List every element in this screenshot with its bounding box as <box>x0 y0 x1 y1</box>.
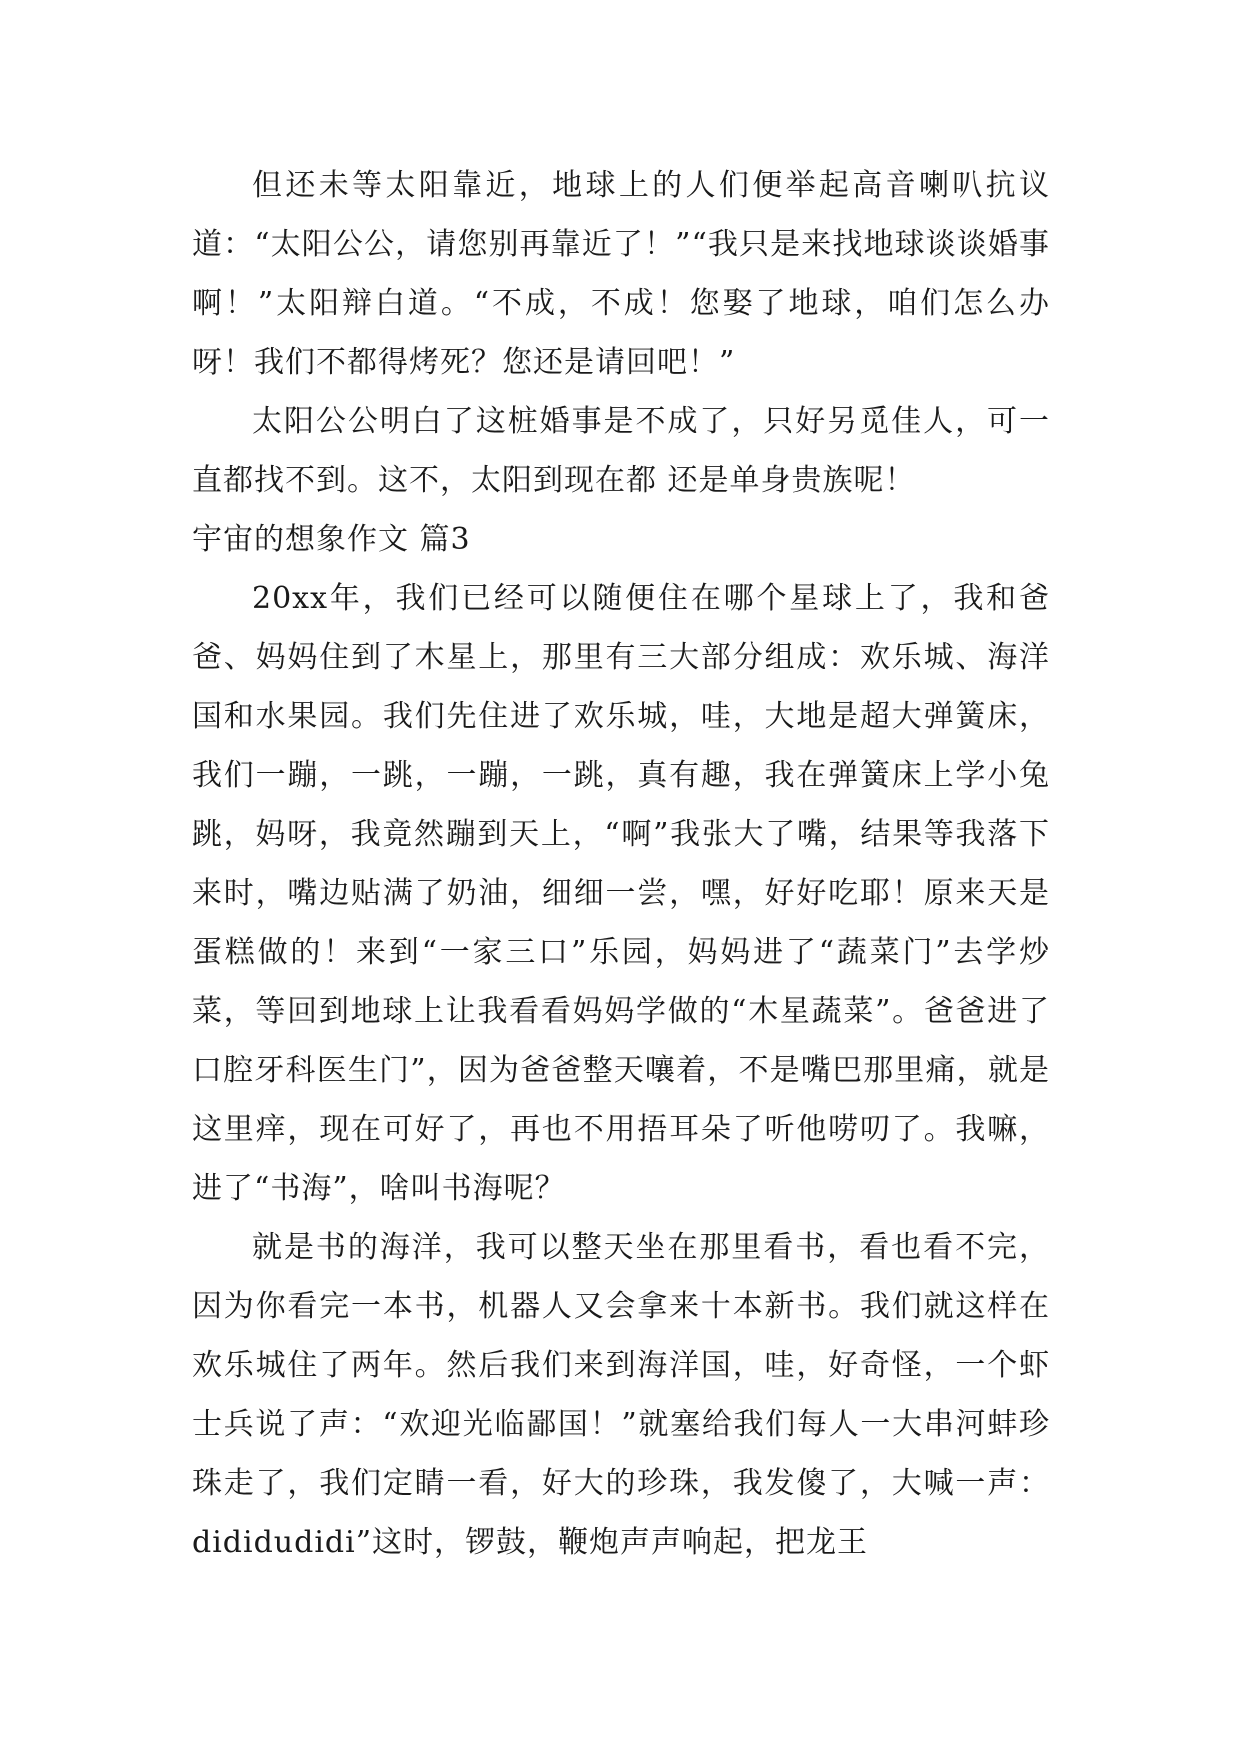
paragraph: 就是书的海洋，我可以整天坐在那里看书，看也看不完，因为你看完一本书，机器人又会拿来十本新书。我们就这样在欢乐城住了两年。然后我们来到海洋国，哇，好奇怪，一个虾士兵说了声：“欢迎光临鄙国！”就塞给我们每人一大串河蚌珍珠走了，我们定睛一看，好大的珍珠，我发傻了，大喊一声：dididudidi”这时，锣鼓，鞭炮声声响起，把龙王 <box>192 1230 1050 1560</box>
section-heading: 宇宙的想象作文 篇3 <box>192 522 471 557</box>
paragraph: 太阳公公明白了这桩婚事是不成了，只好另觅佳人，可一直都找不到。这不，太阳到现在都 还是单身贵族呢！ <box>192 404 1050 498</box>
document-body <box>192 156 1050 1572</box>
paragraph: 20xx年，我们已经可以随便住在哪个星球上了，我和爸爸、妈妈住到了木星上，那里有三大部分组成：欢乐城、海洋国和水果园。我们先住进了欢乐城，哇，大地是超大弹簧床，我们一蹦，一跳，一蹦，一跳，真有趣，我在弹簧床上学小兔跳，妈呀，我竟然蹦到天上，“啊”我张大了嘴，结果等我落下来时，嘴边贴满了奶油，细细一尝，嘿，好好吃耶！原来天是蛋糕做的！来到“一家三口”乐园，妈妈进了“蔬菜门”去学炒菜，等回到地球上让我看看妈妈学做的“木星蔬菜”。爸爸进了口腔牙科医生门”，因为爸爸整天嚷着，不是嘴巴那里痛，就是这里痒，现在可好了，再也不用捂耳朵了听他唠叨了。我嘛，进了“书海”，啥叫书海呢？ <box>192 581 1050 1206</box>
paragraph: 但还未等太阳靠近，地球上的人们便举起高音喇叭抗议道：“太阳公公，请您别再靠近了！”“我只是来找地球谈谈婚事啊！”太阳辩白道。“不成，不成！您娶了地球，咱们怎么办呀！我们不都得烤死？您还是请回吧！” <box>192 168 1050 380</box>
